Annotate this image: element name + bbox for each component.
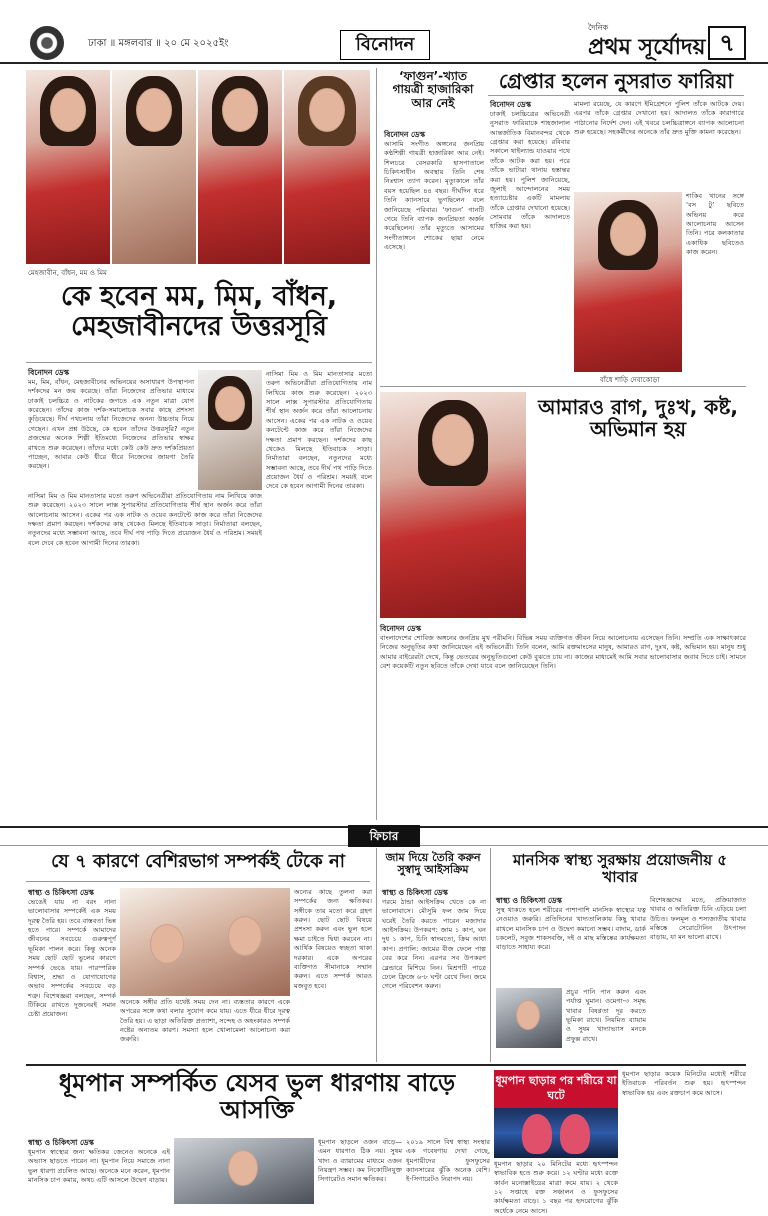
hazarika-byline: বিনোদন ডেস্ক [384,130,425,139]
photo-stressed-woman [496,988,562,1048]
nusrat-byline: বিনোদন ডেস্ক [490,100,531,109]
hazarika-body: আসামি সংগীত অঙ্গনের জনপ্রিয় কণ্ঠশিল্পী গায়ত্রী হাজারিকা আর নেই। শিলচরে বেসরকারি হাসপাতালে চিকিৎসাধীন অবস্থায় তিনি শেষ নিঃশ্বাস ত্যাগ করেন। মৃত্যুকালে তাঁর বয়স হয়েছিল ৪৪ বছর। দীর্ঘদিন ধরে তিনি ক্যানসারে ভুগছিলেন বলে জানিয়েছে পরিবার। ‘ফাগুন’ গানটি গেয়ে তিনি ব্যাপক জনপ্রিয়তা অর্জন করেছিলেন। তাঁর মৃত্যুতে আসামের সংগীতাঙ্গনে শোকের ছায়া নেমে এসেছে। [384,140,484,251]
paper-name: প্রথম সূর্যোদয় [588,35,706,60]
paper-prefix: দৈনিক [588,23,609,32]
emblem-icon [30,26,64,60]
smoking-body-2: ধূমপান ছাড়লে ওজন বাড়ে—এমন ধারণাও ঠিক নয়। সুষম খাদ্য ও ব্যায়ামের মাধ্যমে ওজন নিয়ন্ত্রণ সম্ভব। কম নিকোটিনযুক্ত সিগারেটও সমান ক্ষতিকর। [318,1138,402,1184]
photo-pori-moni [380,392,526,618]
relationship-body-1: ভেঙেই যায় না বরং নানা ভালোবাসার সম্পর্কেই এক সময় দূরত্ব তৈরি হয়। তবে বাস্তবতা ভিন্ন হতে পারে। সম্পর্কে আমাদের জীবনের সবচেয়ে গুরুত্বপূর্ণ ভূমিকা পালন করে। কিন্তু অনেক সময় ছোট ছোট ভুলের কারণে সম্পর্ক ভেঙে যায়। পারস্পরিক বিশ্বাস, শ্রদ্ধা ও যোগাযোগের অভাব সম্পর্কের সবচেয়ে বড় শত্রু। বিশেষজ্ঞরা বলছেন, সম্পর্ক টিকিয়ে রাখতে দুজনেরই সমান চেষ্টা প্রয়োজন। [28,898,116,1019]
photo-lungs [494,1108,618,1158]
relationship-body-3: অন্যের কাছে তুলনা করা সম্পর্কের জন্য ক্ষতিকর। সঙ্গীকে তার মতো করে গ্রহণ করুন। ছোট ছোট বিষয়ে প্রশংসা করুন এবং ভুল হলে ক্ষমা চাইতে দ্বিধা করবেন না। আর্থিক বিষয়েও স্বচ্ছতা থাকা দরকার। একে অপরের ব্যক্তিগত সীমানাকে সম্মান করুন। এতে সম্পর্ক আরও মজবুত হবে। [294,888,372,990]
article-body-right: নাসিমা মিম ও মিম মানতাসার মতো তরুণ অভিনেত্রীরা প্রতিযোগিতায় নাম লিখিয়ে কাজ শুরু করেছেন। ২০২৩ সালে লাক্স সুপারস্টার প্রতিযোগিতায় শীর্ষ স্থান অর্জন করে তাঁরা আলোচনায় আসেন। একের পর এক নাটক ও ওয়েব কনটেন্টে কাজ করে তাঁরা নিজেদের দক্ষতা প্রমাণ করছেন। দর্শকদের কাছ থেকেও মিলছে ইতিবাচক সাড়া। নির্মাতারা বলছেন, নতুনদের মধ্যে সম্ভাবনা আছে, তবে দীর্ঘ পথ পাড়ি দিতে প্রয়োজন ধৈর্য ও পরিশ্রম। সময়ই বলে দেবে কে হবেন আগামী দিনের তারকা। [266,370,372,491]
column-divider [490,848,491,1062]
byline: বিনোদন ডেস্ক [28,368,69,377]
smoking-body-3: ২০১৯ সালে বিশ্ব স্বাস্থ্য সংস্থার এক গবেষণায় দেখা গেছে, ধূমপায়ীদের ফুসফুসের ক্যানসারের ঝুঁকি অনেক বেশি। ই-সিগারেটও নিরাপদ নয়। [406,1138,490,1184]
nusrat-headline: গ্রেপ্তার হলেন নুসরাত ফারিয়া [488,70,744,96]
mental-byline: স্বাস্থ্য ও চিকিৎসা ডেস্ক [496,896,562,905]
smoking-box-body: ধূমপান ছাড়ার ২০ মিনিটের মধ্যে হৃৎস্পন্দন স্বাভাবিক হতে শুরু করে। ১২ ঘণ্টার মধ্যে রক্তে কার্বন মনোক্সাইডের মাত্রা কমে যায়। ২ থেকে ১২ সপ্তাহে রক্ত সঞ্চালন ও ফুসফুসের কার্যক্ষমতা বাড়ে। ১ বছর পর হৃদরোগের ঝুঁকি অর্ধেকে নেমে আসে। [494,1160,618,1215]
icecream-body: গরমে ঠান্ডা আইসক্রিম খেতে কে না ভালোবাসে। মৌসুমি ফল জাম দিয়ে ঘরেই তৈরি করতে পারেন মজাদার আইসক্রিম। উপকরণ: জাম ১ কাপ, ঘন দুধ ১ কাপ, চিনি স্বাদমতো, ক্রিম আধা কাপ। প্রণালি: জামের বীজ ফেলে পাল্প বের করে নিন। এরপর সব উপকরণ ব্লেন্ডারে মিশিয়ে নিন। মিশ্রণটি পাত্রে ঢেলে ফ্রিজে ৬-৮ ঘণ্টা রেখে দিন। জমে গেলে পরিবেশন করুন। [382,898,486,991]
column-divider [376,848,377,1062]
hazarika-headline: ‘ফাগুন’-খ্যাত গায়ত্রী হাজারিকা আর নেই [392,69,474,110]
smoking-body-1: ধূমপান স্বাস্থ্যের জন্য ক্ষতিকর জেনেও অনেকে এই অভ্যাস ছাড়তে পারেন না। ধূমপান নিয়ে সমাজে নানা ভুল ধারণা প্রচলিত আছে। অনেকে মনে করেন, ধূমপান মানসিক চাপ কমায়, অথচ এটি আসলে উদ্বেগ বাড়ায়। [28,1148,170,1185]
relationship-byline: স্বাস্থ্য ও চিকিৎসা ডেস্ক [28,888,94,897]
photo-caption: মেহজাবীন, বাঁধন, মম ও মিম [28,269,107,277]
photo-nusrat [574,192,682,372]
abhiman-headline: আমারও রাগ, দুঃখ, কষ্ট, অভিমান হয় [538,395,738,442]
photo-couple [120,888,290,996]
smoking-headline: ধূমপান সম্পর্কিত যেসব ভুল ধারণায় বাড়ে আসক্তি [58,1069,456,1124]
divider [380,386,746,387]
photo-actress-1 [26,70,110,264]
mental-body-3: বিশেষজ্ঞদের মতে, প্রক্রিয়াজাত খাবার ও অতিরিক্ত চিনি এড়িয়ে চলা উচিত। ফলমূল ও শস্যজাতীয় খাবার মস্তিষ্কে সেরোটোনিন উৎপাদন বাড়ায়, যা মন ভালো রাখে। [650,896,746,942]
smoking-byline: স্বাস্থ্য ও চিকিৎসা ডেস্ক [28,1138,94,1147]
article-body: মম, মিম, বাঁধন, মেহজাবীনের অভিনয়ের অসাধারণ উপস্থাপনা দর্শকদের মন জয় করেছে। তাঁরা নিজেদের প্রতিভার মাধ্যমে ঢাকাই চলচ্চিত্র ও নাটকের জগতে এক নতুন মাত্রা যোগ করেছেন। তাঁদের কাজ দর্শক-সমালোচক সবার কাছে প্রশংসা কুড়িয়েছে। দীর্ঘ পথচলায় তাঁরা নিজেদের অনন্য উচ্চতায় নিয়ে গেছেন। এখন প্রশ্ন উঠছে, কে হবেন তাঁদের উত্তরসূরি? নতুন প্রজন্মের অনেক শিল্পী ইতিমধ্যে নিজেদের প্রতিভার স্বাক্ষর রাখতে শুরু করেছেন। তাঁদের মধ্যে কেউ কেউ দ্রুত দর্শকপ্রিয়তা পাচ্ছেন, আবার কেউ ধীরে ধীরে নিজেদের জায়গা তৈরি করছেন। [28,378,194,471]
icecream-headline: জাম দিয়ে তৈরি করুন সুস্বাদু আইসক্রিম [385,851,481,877]
smoking-box-title: ধূমপান ছাড়ার পর শরীরে যা ঘটে [494,1070,618,1108]
main-headline: কে হবেন মম, মিম, বাঁধন, মেহজাবীনদের উত্তরসূরি [60,281,338,343]
abhiman-body: বাংলাদেশের শোবিজ অঙ্গনের জনপ্রিয় মুখ পরীমনি। বিভিন্ন সময় ব্যক্তিগত জীবন নিয়ে আলোচনায় এসেছেন তিনি। সম্প্রতি এক সাক্ষাৎকারে নিজের অনুভূতির কথা জানিয়েছেন এই অভিনেত্রী। তিনি বলেন, আমি রক্তমাংসের মানুষ, আমারও রাগ, দুঃখ, কষ্ট, অভিমান হয়। মানুষ শুধু আমার বাইরেরটা দেখে, কিন্তু ভেতরের অনুভূতিগুলো কেউ বুঝতে চায় না। কাজের মাধ্যমেই আমি সবার ভালোবাসার জবাব দিতে চাই। সামনে বেশ কয়েকটি নতুন ছবিতে তাঁকে দেখা যাবে বলে জানিয়েছেন তিনি। [380,634,746,671]
mental-body-1: সুস্থ থাকতে হলে শরীরের পাশাপাশি মানসিক স্বাস্থ্যের যত্ন নেওয়াও জরুরি। প্রতিদিনের খাদ্যতালিকায় কিছু খাবার রাখলে মানসিক চাপ ও উদ্বেগ কমানো সম্ভব। বাদাম, ডার্ক চকলেট, সবুজ শাকসবজি, দই ও মাছ মস্তিষ্কের কার্যক্ষমতা বাড়াতে সাহায্য করে। [496,906,646,952]
nusrat-caption: বাঁধে শাড়ি দেবাকোড়া [600,376,660,384]
smoking-body-4: ধূমপান ছাড়ার কয়েক মিনিটের মধ্যেই শরীরে ইতিবাচক পরিবর্তন শুরু হয়। হৃৎস্পন্দন স্বাভাবিক হয় এবং রক্তচাপ কমে আসে। [622,1070,746,1097]
divider [26,362,372,363]
icecream-byline: স্বাস্থ্য ও চিকিৎসা ডেস্ক [382,888,448,897]
photo-actress-3 [198,70,282,264]
photo-actress-inset [198,370,262,490]
divider [26,1064,746,1066]
issue-date: ঢাকা ॥ মঙ্গলবার ॥ ২০ মে ২০২৫ইং [88,38,229,49]
abhiman-byline: বিনোদন ডেস্ক [380,624,421,633]
section-title: বিনোদন [340,30,430,60]
nusrat-body: ঢাকাই চলচ্চিত্রের অভিনেত্রী নুসরাত ফারিয়াকে শাহজালাল আন্তর্জাতিক বিমানবন্দর থেকে গ্রেপ্তার করা হয়েছে। রবিবার সকালে থাইল্যান্ড যাওয়ার পথে তাঁকে আটক করা হয়। পরে তাঁকে ভাটারা থানায় হস্তান্তর করা হয়। পুলিশ জানিয়েছে, জুলাই আন্দোলনের সময় হত্যাচেষ্টার একটি মামলায় তাঁকে গ্রেপ্তার দেখানো হয়েছে। সোমবার তাঁকে আদালতে হাজির করা হয়। [490,110,570,231]
photo-actress-2 [112,70,196,264]
mental-headline: মানসিক স্বাস্থ্য সুরক্ষায় প্রয়োজনীয় ৫ খাবার [512,851,728,886]
nusrat-body-top: মামলা রয়েছে, যে কারণে ইমিগ্রেশনে পুলিশ তাঁকে আটকে দেয়। এরপর তাঁকে গ্রেপ্তার দেখানো হয়। আদালত তাঁকে কারাগারে পাঠানোর নির্দেশ দেন। এই খবরে চলচ্চিত্রাঙ্গনে ব্যাপক আলোচনা শুরু হয়েছে। সহকর্মীদের অনেকে তাঁর দ্রুত মুক্তি কামনা করেছেন। [574,100,744,137]
page-number: ৭ [708,26,746,60]
relationship-headline: যে ৭ কারণে বেশিরভাগ সম্পর্কই টেকে না [26,852,370,882]
photo-actress-4 [284,70,370,264]
nusrat-body-right: শাকিব খানের সঙ্গে ‘বস টু’ ছবিতে অভিনয় করে আলোচনায় আসেন তিনি। পরে কলকাতার একাধিক ছবিতেও কাজ করেন। [686,192,744,257]
relationship-body-2: অনেকে সঙ্গীর প্রতি যথেষ্ট সময় দেন না। ব্যস্ততার কারণে একে অপরের সঙ্গে কথা বলার সুযোগ কমে যায়। এতে ধীরে ধীরে দূরত্ব তৈরি হয়। এ ছাড়া অতিরিক্ত প্রত্যাশা, সন্দেহ ও অহংকারও সম্পর্ক নষ্টের অন্যতম কারণ। সমস্যা হলে খোলামেলা আলোচনা করা জরুরি। [120,998,290,1044]
photo-smoker [174,1138,314,1204]
feature-label: ফিচার [348,825,420,847]
article-body-cont: নাসিমা মিম ও মিম মানতাসার মতো তরুণ অভিনেত্রীরা প্রতিযোগিতায় নাম লিখিয়ে কাজ শুরু করেছেন। ২০২৩ সালে লাক্স সুপারস্টার প্রতিযোগিতায় শীর্ষ স্থান অর্জন করে তাঁরা আলোচনায় আসেন। একের পর এক নাটক ও ওয়েব কনটেন্টে কাজ করে তাঁরা নিজেদের দক্ষতা প্রমাণ করছেন। দর্শকদের কাছ থেকেও মিলছে ইতিবাচক সাড়া। নির্মাতারা বলছেন, নতুনদের মধ্যে সম্ভাবনা আছে, তবে দীর্ঘ পথ পাড়ি দিতে প্রয়োজন ধৈর্য ও পরিশ্রম। সময়ই বলে দেবে কে হবেন আগামী দিনের তারকা। [28,492,262,547]
mental-body-2: প্রচুর পানি পান করুন এবং পর্যাপ্ত ঘুমান। ওমেগা-৩ সমৃদ্ধ খাবার বিষণ্ণতা দূর করতে ভূমিকা রাখে। নিয়মিত ব্যায়াম ও সুষম খাদ্যাভ্যাস মনকে প্রফুল্ল রাখে। [566,988,646,1043]
column-divider [376,68,377,820]
masthead [0,0,768,64]
